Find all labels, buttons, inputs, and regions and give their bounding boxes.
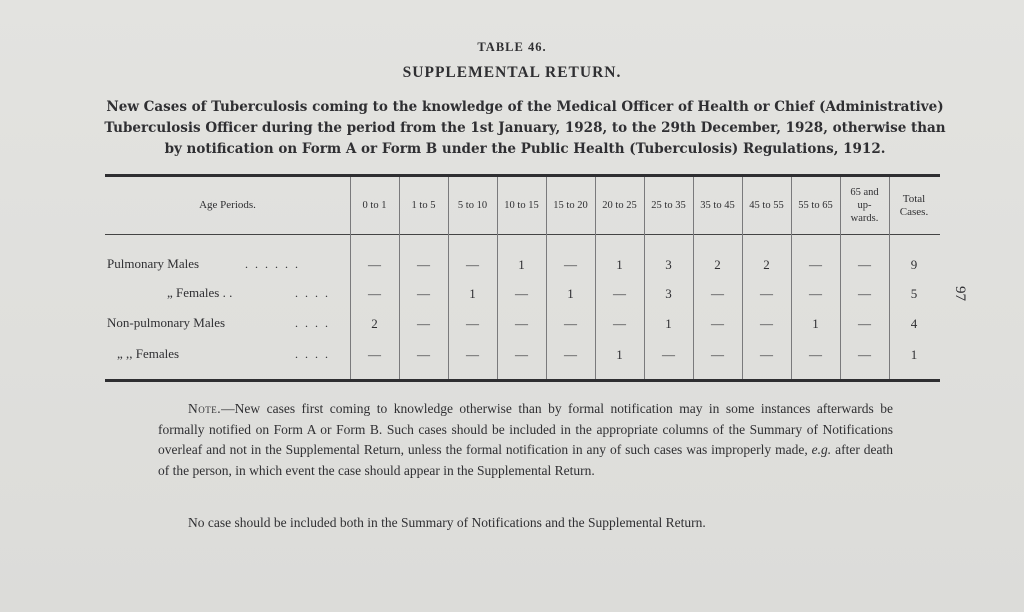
page-number: 97 — [952, 286, 968, 301]
table-cell: — — [466, 316, 479, 331]
table-cell: 2 — [763, 257, 770, 272]
table-number: TABLE 46. — [477, 40, 547, 54]
heading-line: Tuberculosis Officer during the period from the 1st January, 1928, to the 29th December, 1928, otherwise than — [104, 120, 946, 136]
table-cell: 1 — [910, 347, 918, 362]
supplemental-return-table — [105, 174, 940, 384]
table-cell: — — [368, 257, 381, 272]
row-leader-dots: . . . . . . — [245, 257, 300, 271]
table-cell: — — [662, 347, 675, 362]
table-bottom-rule — [105, 379, 940, 382]
table-cell: 4 — [910, 316, 918, 331]
table-cell: 2 — [714, 257, 721, 272]
table-cell: — — [711, 347, 724, 362]
table-heading — [100, 97, 950, 160]
table-cell: — — [466, 347, 479, 362]
column-header: 25 to 35 — [651, 200, 686, 211]
table-cell: 1 — [567, 286, 574, 301]
table-cell: — — [368, 347, 381, 362]
table-cell: — — [809, 286, 822, 301]
table-cell: — — [858, 316, 871, 331]
table-cell: 3 — [665, 257, 672, 272]
column-header: 10 to 15 — [504, 200, 539, 211]
table-cell: — — [760, 347, 773, 362]
table-cell: — — [858, 347, 871, 362]
table-cell: — — [760, 316, 773, 331]
column-header: 55 to 65 — [798, 200, 833, 211]
column-header: 20 to 25 — [602, 200, 637, 211]
table-cell: — — [417, 316, 430, 331]
table-cell: — — [711, 316, 724, 331]
table-cell: — — [515, 347, 528, 362]
table-cell: 1 — [812, 316, 819, 331]
table-cell: — — [564, 316, 577, 331]
column-header: 1 to 5 — [411, 200, 436, 211]
note-lead: Note. — [188, 401, 222, 416]
table-cell: — — [613, 286, 626, 301]
note-paragraph — [158, 399, 893, 481]
subtitle: SUPPLEMENTAL RETURN. — [402, 64, 622, 81]
row-label: „ Females . . — [167, 285, 233, 300]
column-header: 0 to 1 — [362, 200, 387, 211]
table-cell: — — [613, 316, 626, 331]
table-cell: — — [809, 347, 822, 362]
row-label: Non-pulmonary Males — [107, 315, 226, 330]
row-leader-dots: . . . . — [295, 286, 330, 300]
table-cell: — — [564, 257, 577, 272]
table-cell: 3 — [665, 286, 672, 301]
table-cell: 5 — [910, 286, 918, 301]
table-cell: — — [858, 257, 871, 272]
table-cell: — — [760, 286, 773, 301]
table-cell: — — [417, 257, 430, 272]
table-header-rule — [105, 234, 940, 235]
table-cell: — — [417, 286, 430, 301]
table-cell: 1 — [616, 257, 623, 272]
row-leader-dots: . . . . — [295, 347, 330, 361]
table-cell: — — [515, 316, 528, 331]
table-cell: — — [466, 257, 479, 272]
table-cell: 9 — [910, 257, 918, 272]
heading-line: New Cases of Tuberculosis coming to the knowledge of the Medical Officer of Health or Chief (Administrative) — [106, 99, 944, 115]
column-header: 15 to 20 — [553, 200, 588, 211]
table-cell: — — [711, 286, 724, 301]
table-cell: — — [809, 257, 822, 272]
column-header: Total Cases. — [899, 192, 929, 218]
table-cell: — — [564, 347, 577, 362]
note-italic: e.g. — [811, 442, 832, 457]
table-cell: — — [417, 347, 430, 362]
heading-line: by notification on Form A or Form B under the Public Health (Tuberculosis) Regulations, 1912. — [164, 141, 886, 157]
table-cell: 2 — [371, 316, 378, 331]
table-cell: — — [368, 286, 381, 301]
table-cell: — — [515, 286, 528, 301]
row-label: Pulmonary Males — [107, 256, 200, 271]
column-header: 5 to 10 — [457, 200, 488, 211]
column-header: 45 to 55 — [749, 200, 784, 211]
table-cell: — — [858, 286, 871, 301]
note-text: —New cases first coming to knowledge otherwise than by formal notification may in some instances afterwards be formally notified on Form A or Form B. Such cases should be included in the appropriate columns of the Summary of Notifications overleaf and not in the Supplemental Return, unless the formal notification in any of such cases was improperly made, — [158, 401, 893, 457]
note-tail: after death of the person, in which event the case should appear in the Supplemental Return. — [158, 442, 893, 478]
table-cell: 1 — [518, 257, 525, 272]
column-header: 65 and up- wards. — [850, 187, 879, 224]
row-leader-dots: . . . . — [295, 316, 330, 330]
row-label: „ ,, Females — [117, 346, 180, 361]
table-cell: 1 — [469, 286, 476, 301]
table-cell: 1 — [616, 347, 623, 362]
header-age-periods: Age Periods. — [199, 199, 256, 211]
table-cell: 1 — [665, 316, 672, 331]
column-header: 35 to 45 — [700, 200, 735, 211]
note-second-paragraph: No case should be included both in the Summary of Notifications and the Supplemental Return. — [188, 515, 706, 530]
